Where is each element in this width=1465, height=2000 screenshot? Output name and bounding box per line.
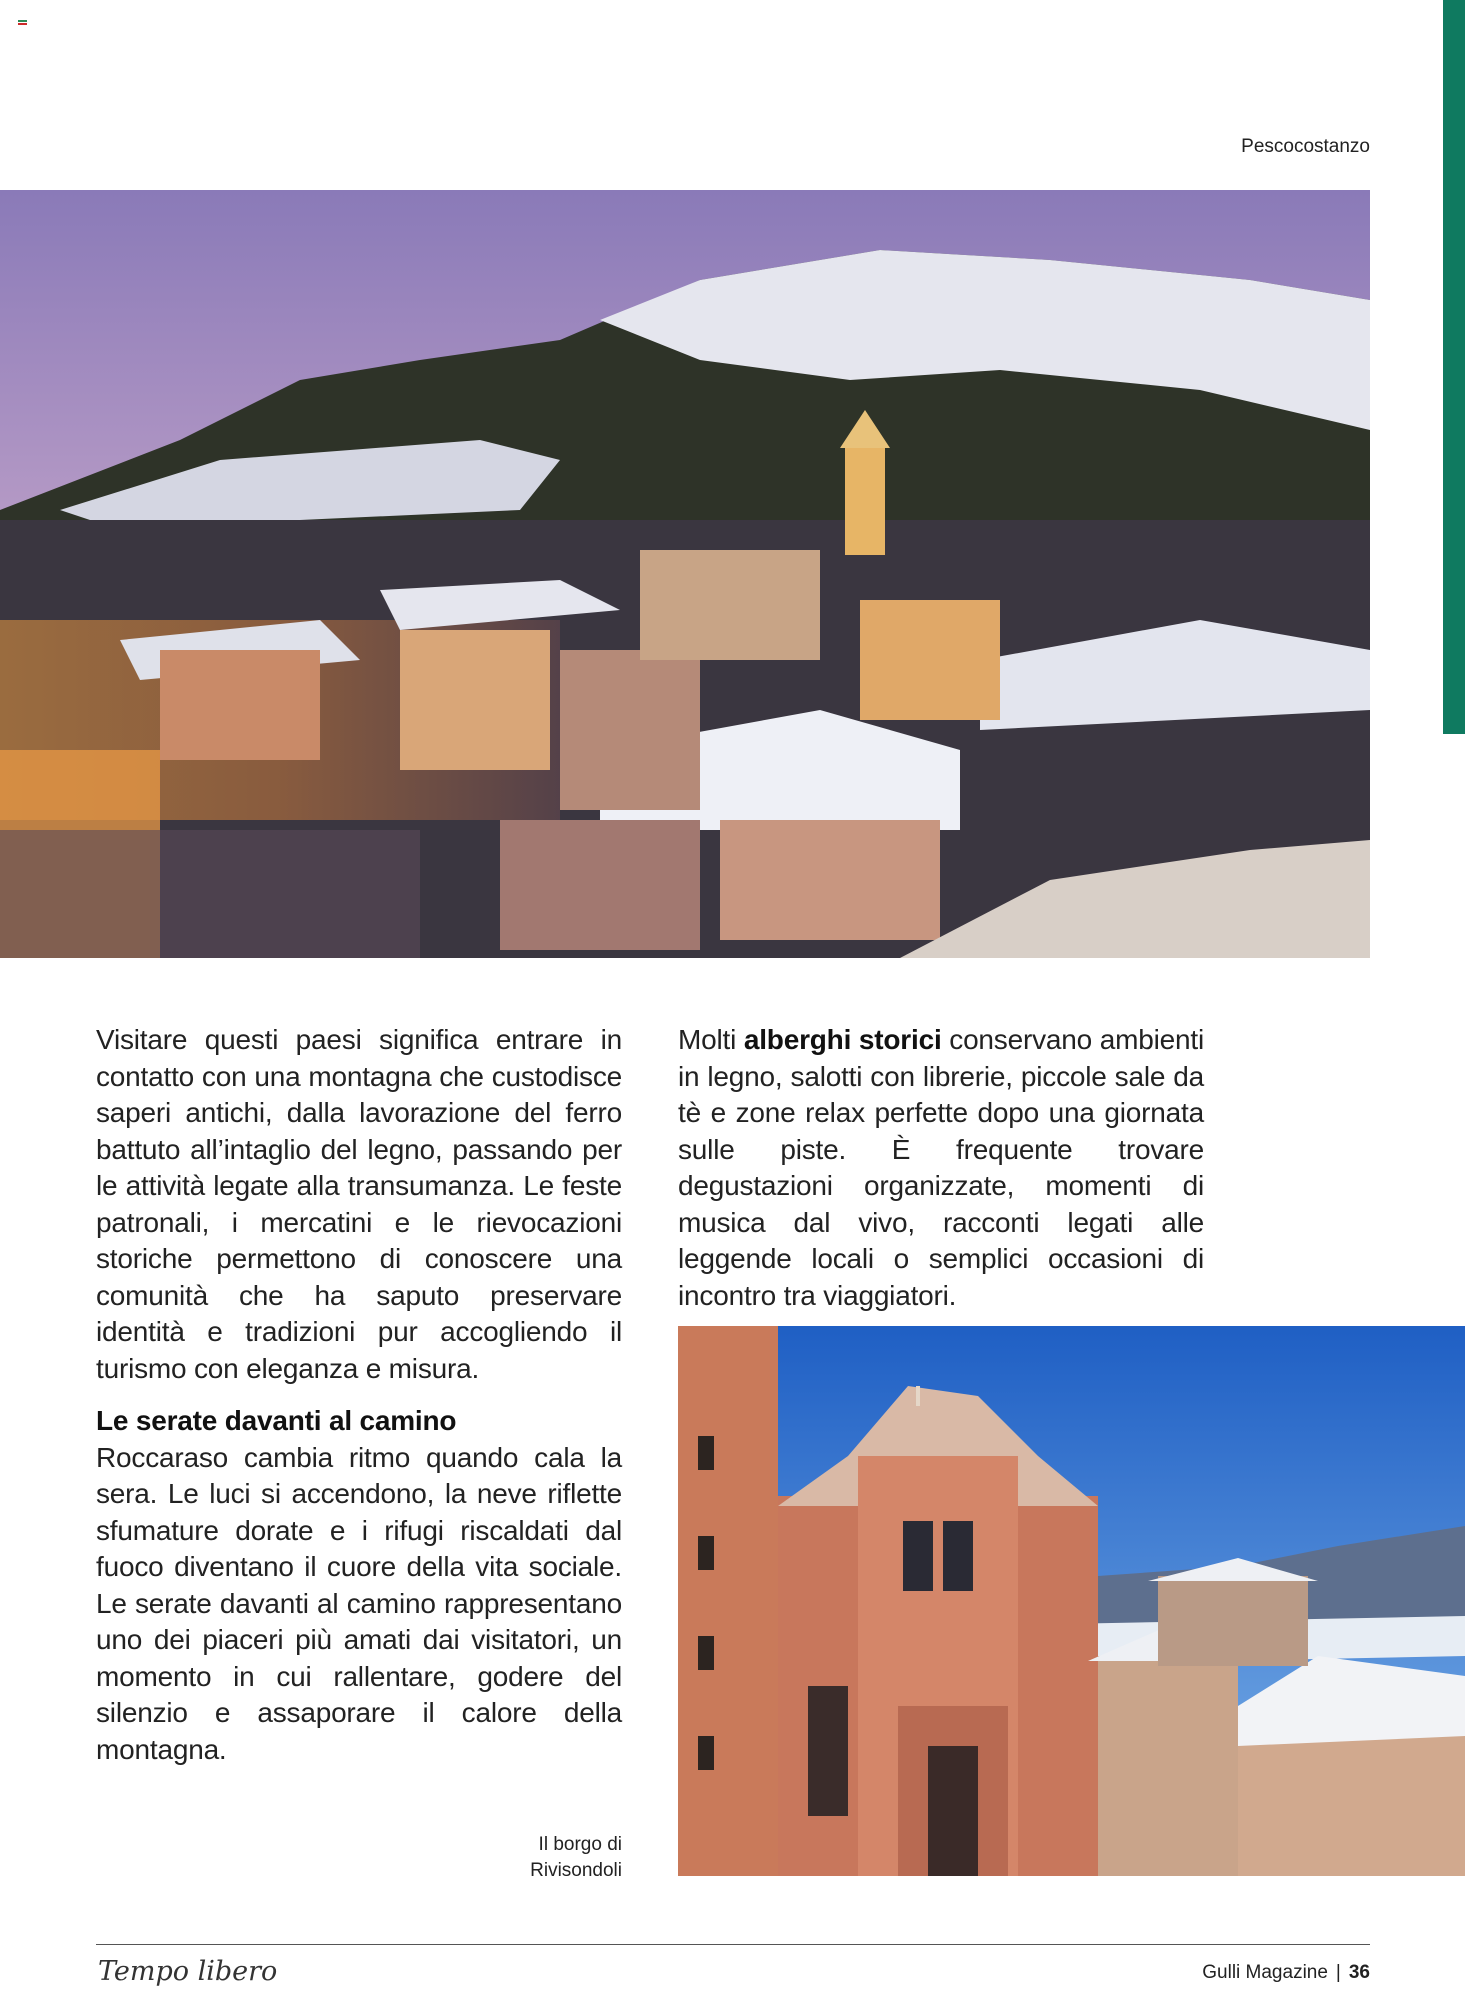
paragraph-rest: conservano ambienti in legno, salotti con librerie, piccole sale da tè e zone relax perfette dopo una giornata sulle piste. È frequente trovare degustazioni organizzate, momenti di musica dal vivo, racconti legati alle leggende locali o semplici occasioni di incontro tra viaggiatori. xyxy=(678,1024,1204,1311)
footer-separator: | xyxy=(1335,1962,1341,1983)
page-number: 36 xyxy=(1348,1962,1370,1983)
footer-divider xyxy=(96,1944,1370,1945)
body-paragraph: Roccaraso cambia ritmo quando cala la sera. Le luci si accendono, la neve riflette sfumature dorate e i rifugi riscaldati dal fuoco diventano il cuore della vita sociale. Le serate davanti al camino rappresentano uno dei piaceri più amati dai visitatori, un momento in cui rallentare, godere del silenzio e assaporare il calore della montagna. xyxy=(96,1441,622,1765)
body-paragraph: Visitare questi paesi significa entrare in contatto con una montagna che custodisce saperi antichi, dalla lavorazione del ferro battuto all’intaglio del legno, passando per le attività legate alla transumanza. Le feste patronali, i mercatini e le rievocazioni storiche permettono di conoscere una comunità che ha saputo preservare identità e tradizioni pur accogliendo il turismo con eleganza e misura. xyxy=(96,1024,622,1384)
photo-caption-bottom xyxy=(420,1832,622,1884)
photo-caption-top: Pescocostanzo xyxy=(1241,136,1370,157)
section-accent-bar xyxy=(1443,0,1465,734)
text-column-right xyxy=(678,1022,1204,1314)
body-paragraph xyxy=(678,1022,1204,1314)
section-name: Tempo libero xyxy=(98,1956,278,1987)
caption-line: Rivisondoli xyxy=(530,1860,622,1881)
paragraph-start: Molti xyxy=(678,1024,744,1055)
highlight-term: alberghi storici xyxy=(743,1024,942,1055)
caption-line: Il borgo di xyxy=(538,1834,622,1855)
footer-info xyxy=(1202,1962,1370,1984)
magazine-name: Gulli Magazine xyxy=(1202,1962,1328,1983)
photo-rivisondoli xyxy=(678,1326,1465,1876)
flag-icon xyxy=(18,20,27,25)
text-column-left xyxy=(96,1022,622,1768)
photo-pescocostanzo xyxy=(0,190,1370,958)
subheading: Le serate davanti al camino xyxy=(96,1405,457,1436)
